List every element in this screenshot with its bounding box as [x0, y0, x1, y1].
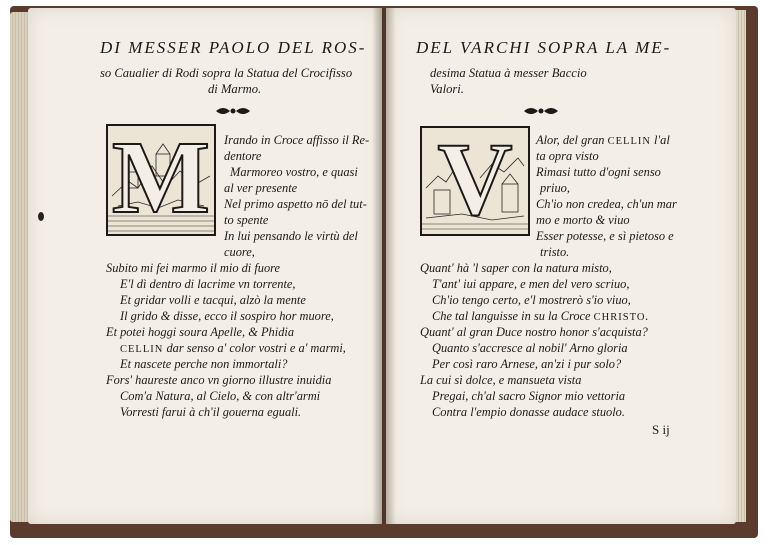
verse-line: Subito mi fei marmo il mio di fuore [106, 261, 281, 275]
drop-cap-v: V [437, 126, 513, 236]
smallcaps-name: CELLIN [607, 136, 651, 147]
verse-line: al ver presente [224, 181, 298, 195]
woodcut-initial-m [106, 124, 216, 236]
verse-line: La cui sì dolce, e mansueta vista [420, 373, 582, 387]
verse-line: Et potei hoggi soura Apelle, & Phidia [106, 325, 295, 339]
verse-line: T'ant' iui appare, e men del vero scriuo, [432, 277, 630, 291]
binding-hole [38, 212, 44, 221]
verse-line: Il grido & disse, ecco il sospiro hor muore, [120, 309, 334, 323]
left-page-subtitle-1: so Caualier di Rodi sopra la Statua del Crocifisso [100, 66, 353, 80]
verse-line: Quant' al gran Duce nostro honor s'acquista? [420, 325, 648, 339]
left-page-title: DI MESSER PAOLO DEL ROS- [100, 38, 367, 57]
verse-line-text: Alor, del gran [536, 133, 605, 147]
verse-line: E'l dì dentro di lacrime vn torrente, [120, 277, 296, 291]
verse-line-text: dar senso a' color vostri e a' marmi, [166, 341, 346, 355]
verse-line: Marmoreo vostro, e quasi [230, 165, 358, 179]
right-page [386, 8, 736, 524]
right-page-title: DEL VARCHI SOPRA LA ME- [416, 38, 672, 57]
woodcut-initial-v [420, 126, 530, 236]
verse-line-text: Che tal languisse in su la Croce [432, 309, 591, 323]
right-page-subtitle-1: desima Statua à messer Baccio [430, 66, 587, 80]
verse-line: Nel primo aspetto nō del tut- [224, 197, 367, 211]
verse-line-text: l'al [654, 133, 670, 147]
verse-line: Fors' haureste anco vn giorno illustre inuidia [106, 373, 332, 387]
verse-line: Pregai, ch'al sacro Signor mio vettoria [432, 389, 626, 403]
right-page-subtitle-2: Valori. [430, 82, 464, 96]
verse-line: Vorresti farui à ch'il gouerna eguali. [120, 405, 302, 419]
verse-line: Contra l'empio donasse audace stuolo. [432, 405, 625, 419]
verse-line: Per così raro Arnese, an'zi i pur solo? [432, 357, 622, 371]
smallcaps-name: CELLIN [120, 344, 164, 355]
verse-line-christo: Che tal languisse in su la Croce CHRISTO. [432, 309, 649, 323]
book-gutter [372, 8, 396, 524]
verse-line: Et gridar volli e tacqui, alzò la mente [120, 293, 306, 307]
page-edges-right [736, 10, 746, 522]
left-page [28, 8, 382, 524]
drop-cap-m: M [111, 124, 211, 235]
verse-line: Esser potesse, e sì pietoso e [536, 229, 674, 243]
verse-line: Et nascete perche non immortali? [120, 357, 288, 371]
verse-line: Com'a Natura, al Cielo, & con altr'armi [120, 389, 321, 403]
verse-line: cuore, [224, 245, 255, 259]
verse-line: ta opra visto [536, 149, 599, 163]
verse-line: dentore [224, 149, 262, 163]
verse-line: Quant' hà 'l saper con la natura misto, [420, 261, 612, 275]
verse-line: Irando in Croce affisso il Re- [224, 133, 370, 147]
verse-line: Ch'io non credea, ch'un mar [536, 197, 677, 211]
verse-line: Quanto s'accresce al nobil' Arno gloria [432, 341, 628, 355]
fleuron-ornament-icon [522, 104, 560, 118]
verse-line: Ch'io tengo certo, e'l mostrerò s'io viuo, [432, 293, 631, 307]
verse-line: Rimasi tutto d'ogni senso [536, 165, 661, 179]
verse-line: In lui pensando le virtù del [224, 229, 358, 243]
left-page-subtitle-2: di Marmo. [208, 82, 262, 96]
verse-line: tristo. [540, 245, 570, 259]
verse-line: mo e morto & viuo [536, 213, 630, 227]
smallcaps-name: CHRISTO [593, 312, 646, 323]
signature-mark: S ij [652, 422, 670, 437]
verse-line: to spente [224, 213, 269, 227]
fleuron-ornament-icon [214, 104, 252, 118]
verse-line: priuo, [540, 181, 570, 195]
